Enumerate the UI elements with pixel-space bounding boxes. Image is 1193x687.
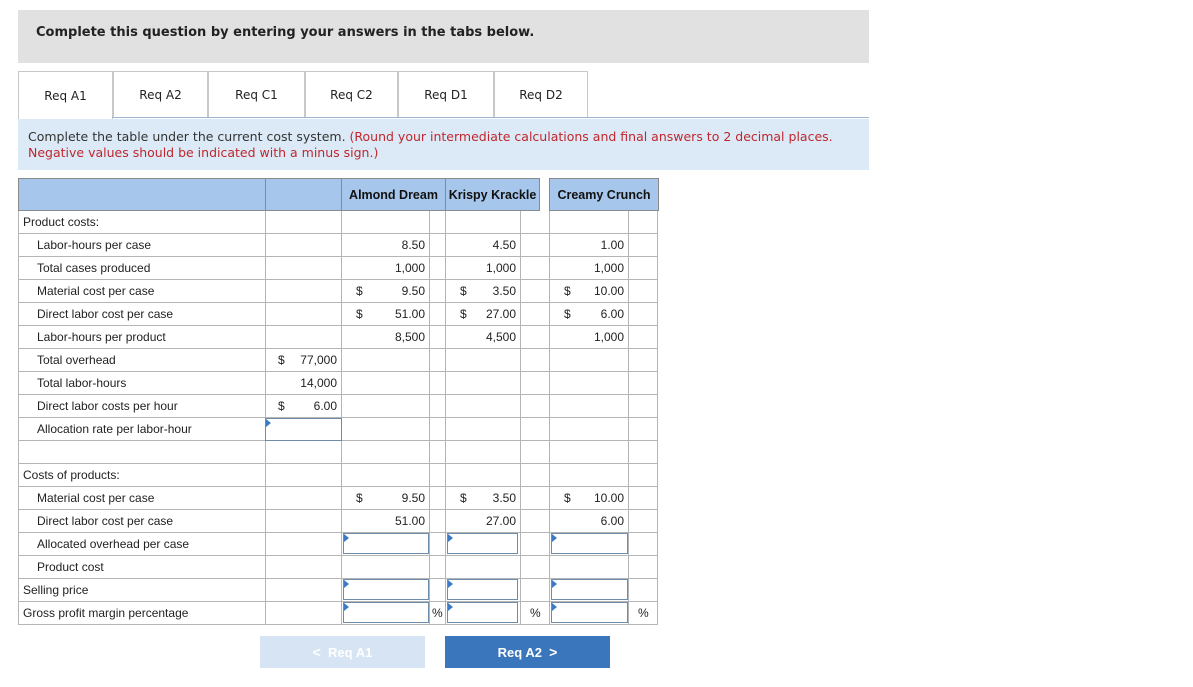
cell-value: 3.50 — [492, 284, 516, 298]
gap-cell — [521, 211, 550, 234]
percent-sign: % — [638, 606, 649, 620]
total-cell — [266, 211, 342, 234]
value-cell — [446, 372, 521, 395]
value-cell — [550, 487, 629, 510]
value-cell — [550, 418, 629, 441]
column-header-almond-dream: Almond Dream — [341, 178, 446, 211]
value-cell — [550, 510, 629, 533]
gap-cell — [521, 372, 550, 395]
value-cell — [446, 234, 521, 257]
gap-cell — [430, 349, 446, 372]
value-cell — [550, 395, 629, 418]
gap-cell — [629, 395, 658, 418]
value-cell — [446, 303, 521, 326]
total-cell — [266, 372, 342, 395]
total-cell — [266, 533, 342, 556]
gap-cell — [629, 372, 658, 395]
cell-value: 9.50 — [401, 284, 425, 298]
tab-req-a2[interactable]: Req A2 — [113, 71, 208, 117]
value-cell — [550, 326, 629, 349]
total-value: 14,000 — [300, 376, 337, 390]
row-label: Allocated overhead per case — [18, 533, 266, 556]
value-cell — [550, 556, 629, 579]
cell-value: 27.00 — [485, 307, 516, 321]
total-cell — [266, 280, 342, 303]
cell-value: 1,000 — [593, 261, 624, 275]
gap-cell — [521, 533, 550, 556]
value-cell — [446, 349, 521, 372]
value-cell — [550, 464, 629, 487]
total-cell — [266, 257, 342, 280]
header-label-cell — [18, 178, 266, 211]
value-cell — [446, 556, 521, 579]
value-cell — [342, 303, 430, 326]
total-value: 6.00 — [313, 399, 337, 413]
cell-value: 1,000 — [593, 330, 624, 344]
value-cell — [446, 326, 521, 349]
gap-cell — [521, 326, 550, 349]
header-bar — [18, 10, 869, 63]
table-row — [18, 418, 653, 441]
currency-symbol: $ — [460, 307, 467, 321]
cell-value: 4.50 — [492, 238, 516, 252]
row-label: Total cases produced — [18, 257, 266, 280]
currency-symbol: $ — [356, 284, 363, 298]
gap-cell — [430, 418, 446, 441]
gap-cell — [629, 303, 658, 326]
value-cell — [342, 372, 430, 395]
currency-symbol: $ — [564, 284, 571, 298]
gap-cell — [521, 556, 550, 579]
value-cell — [342, 418, 430, 441]
value-cell — [342, 234, 430, 257]
gap-cell — [521, 487, 550, 510]
gap-cell — [430, 257, 446, 280]
currency-symbol: $ — [356, 491, 363, 505]
value-cell — [342, 556, 430, 579]
gap-cell — [629, 326, 658, 349]
gap-cell — [629, 280, 658, 303]
gap-cell — [521, 441, 550, 464]
gap-cell — [430, 372, 446, 395]
value-cell — [342, 395, 430, 418]
gap-cell — [430, 303, 446, 326]
row-label: Material cost per case — [18, 280, 266, 303]
cell-value: 1,000 — [394, 261, 425, 275]
total-cell — [266, 556, 342, 579]
row-label: Labor-hours per product — [18, 326, 266, 349]
table-row — [18, 349, 653, 372]
table-row — [18, 211, 653, 234]
value-cell — [342, 211, 430, 234]
row-label: Direct labor cost per case — [18, 510, 266, 533]
answer-input[interactable] — [551, 533, 628, 554]
prev-tab-button[interactable] — [260, 636, 425, 668]
gap-cell — [629, 487, 658, 510]
gap-cell — [629, 464, 658, 487]
gap-cell — [629, 257, 658, 280]
gap-cell — [521, 234, 550, 257]
total-cell — [266, 579, 342, 602]
total-cell — [266, 464, 342, 487]
total-cell — [266, 487, 342, 510]
row-label: Total overhead — [18, 349, 266, 372]
cell-value: 9.50 — [401, 491, 425, 505]
cell-value: 51.00 — [394, 514, 425, 528]
table-row — [18, 280, 653, 303]
gap-cell — [430, 441, 446, 464]
table-row — [18, 372, 653, 395]
gap-cell — [430, 395, 446, 418]
gap-cell — [629, 556, 658, 579]
table-row — [18, 234, 653, 257]
gap-cell — [629, 234, 658, 257]
table-row — [18, 257, 653, 280]
currency-symbol: $ — [460, 491, 467, 505]
value-cell — [342, 326, 430, 349]
cell-value: 3.50 — [492, 491, 516, 505]
answer-input[interactable] — [447, 579, 518, 600]
table-row — [18, 510, 653, 533]
cell-value: 10.00 — [593, 491, 624, 505]
cell-value: 6.00 — [600, 307, 624, 321]
prev-tab-label: Req A1 — [328, 644, 373, 660]
value-cell — [342, 280, 430, 303]
value-cell — [446, 211, 521, 234]
allocation-rate-input[interactable] — [265, 418, 342, 441]
total-currency: $ — [278, 399, 285, 413]
value-cell — [342, 510, 430, 533]
gap-cell — [430, 487, 446, 510]
gap-cell — [521, 280, 550, 303]
cell-value: 8,500 — [394, 330, 425, 344]
gap-cell — [430, 211, 446, 234]
answer-input[interactable] — [343, 579, 429, 600]
table-row — [18, 464, 653, 487]
table-row — [18, 395, 653, 418]
row-label — [18, 441, 266, 464]
value-cell — [446, 395, 521, 418]
row-label: Allocation rate per labor-hour — [18, 418, 266, 441]
gap-cell — [430, 579, 446, 602]
instruction-note: (Round your intermediate calculations and final answers to 2 decimal places. Negative values should be indicated with a minus sign.) — [28, 129, 833, 160]
total-currency: $ — [278, 353, 285, 367]
gap-cell — [629, 211, 658, 234]
value-cell — [550, 372, 629, 395]
value-cell — [342, 487, 430, 510]
gap-cell — [521, 303, 550, 326]
answer-input[interactable] — [447, 602, 518, 623]
row-label: Total labor-hours — [18, 372, 266, 395]
table-row — [18, 579, 653, 602]
table-row — [18, 326, 653, 349]
gap-cell — [430, 464, 446, 487]
column-header-krispy-krackle: Krispy Krackle — [445, 178, 540, 211]
answer-input[interactable] — [551, 579, 628, 600]
gap-cell — [521, 395, 550, 418]
currency-symbol: $ — [356, 307, 363, 321]
gap-cell — [430, 234, 446, 257]
currency-symbol: $ — [564, 491, 571, 505]
header-total-cell — [265, 178, 342, 211]
currency-symbol: $ — [460, 284, 467, 298]
table-row — [18, 303, 653, 326]
currency-symbol: $ — [564, 307, 571, 321]
next-tab-label: Req A2 — [497, 644, 542, 660]
gap-cell — [521, 349, 550, 372]
chevron-left-icon: < — [312, 644, 321, 660]
row-label: Product cost — [18, 556, 266, 579]
tab-divider — [112, 117, 869, 118]
value-cell — [342, 349, 430, 372]
gap-cell — [430, 510, 446, 533]
tab-req-c2[interactable]: Req C2 — [305, 71, 398, 117]
total-cell — [266, 303, 342, 326]
value-cell — [550, 280, 629, 303]
total-cell — [266, 510, 342, 533]
total-cell — [266, 602, 342, 625]
percent-sign: % — [432, 606, 443, 620]
value-cell — [550, 349, 629, 372]
gap-cell — [629, 418, 658, 441]
total-cell — [266, 441, 342, 464]
percent-sign: % — [530, 606, 541, 620]
column-header-creamy-crunch: Creamy Crunch — [549, 178, 659, 211]
tab-req-c1[interactable]: Req C1 — [208, 71, 305, 117]
total-cell — [266, 234, 342, 257]
gap-cell — [629, 441, 658, 464]
cell-value: 51.00 — [394, 307, 425, 321]
cell-value: 1,000 — [485, 261, 516, 275]
value-cell — [446, 510, 521, 533]
row-label: Costs of products: — [18, 464, 266, 487]
total-value: 77,000 — [300, 353, 337, 367]
value-cell — [550, 257, 629, 280]
value-cell — [550, 303, 629, 326]
header-text: Complete this question by entering your answers in the tabs below. — [36, 25, 535, 40]
value-cell — [550, 234, 629, 257]
cell-value: 8.50 — [401, 238, 425, 252]
answer-input[interactable] — [343, 602, 429, 623]
row-label: Product costs: — [18, 211, 266, 234]
value-cell — [446, 441, 521, 464]
gap-cell — [521, 464, 550, 487]
gap-cell — [629, 579, 658, 602]
cell-value: 1.00 — [600, 238, 624, 252]
instruction-main: Complete the table under the current cost system. — [28, 129, 346, 144]
cell-value: 4,500 — [485, 330, 516, 344]
tab-req-d2[interactable]: Req D2 — [494, 71, 588, 117]
value-cell — [446, 464, 521, 487]
value-cell — [550, 211, 629, 234]
table-row — [18, 441, 653, 464]
next-tab-button[interactable] — [445, 636, 610, 668]
gap-cell — [430, 556, 446, 579]
total-cell — [266, 349, 342, 372]
gap-cell — [629, 510, 658, 533]
table-row — [18, 556, 653, 579]
table-row — [18, 487, 653, 510]
gap-cell — [430, 280, 446, 303]
answer-input[interactable] — [343, 533, 429, 554]
row-label: Direct labor costs per hour — [18, 395, 266, 418]
value-cell — [550, 441, 629, 464]
value-cell — [446, 418, 521, 441]
row-label: Gross profit margin percentage — [18, 602, 266, 625]
value-cell — [342, 257, 430, 280]
total-cell — [266, 395, 342, 418]
row-label: Labor-hours per case — [18, 234, 266, 257]
gap-cell — [629, 533, 658, 556]
gap-cell — [521, 418, 550, 441]
value-cell — [446, 257, 521, 280]
instruction-box — [18, 119, 869, 170]
cell-value: 10.00 — [593, 284, 624, 298]
instruction-text — [28, 129, 848, 161]
cell-value: 6.00 — [600, 514, 624, 528]
cell-value: 27.00 — [485, 514, 516, 528]
gap-cell — [521, 510, 550, 533]
gap-cell — [521, 579, 550, 602]
value-cell — [446, 280, 521, 303]
chevron-right-icon: > — [549, 644, 558, 660]
gap-cell — [430, 533, 446, 556]
table-row — [18, 533, 653, 556]
answer-input[interactable] — [447, 533, 518, 554]
value-cell — [446, 487, 521, 510]
value-cell — [342, 441, 430, 464]
value-cell — [342, 464, 430, 487]
table-row — [18, 602, 653, 625]
answer-input[interactable] — [551, 602, 628, 623]
row-label: Selling price — [18, 579, 266, 602]
gap-cell — [521, 257, 550, 280]
tab-req-a1[interactable]: Req A1 — [18, 71, 113, 119]
total-cell — [266, 326, 342, 349]
row-label: Material cost per case — [18, 487, 266, 510]
row-label: Direct labor cost per case — [18, 303, 266, 326]
gap-cell — [430, 326, 446, 349]
gap-cell — [629, 349, 658, 372]
tab-req-d1[interactable]: Req D1 — [398, 71, 494, 117]
